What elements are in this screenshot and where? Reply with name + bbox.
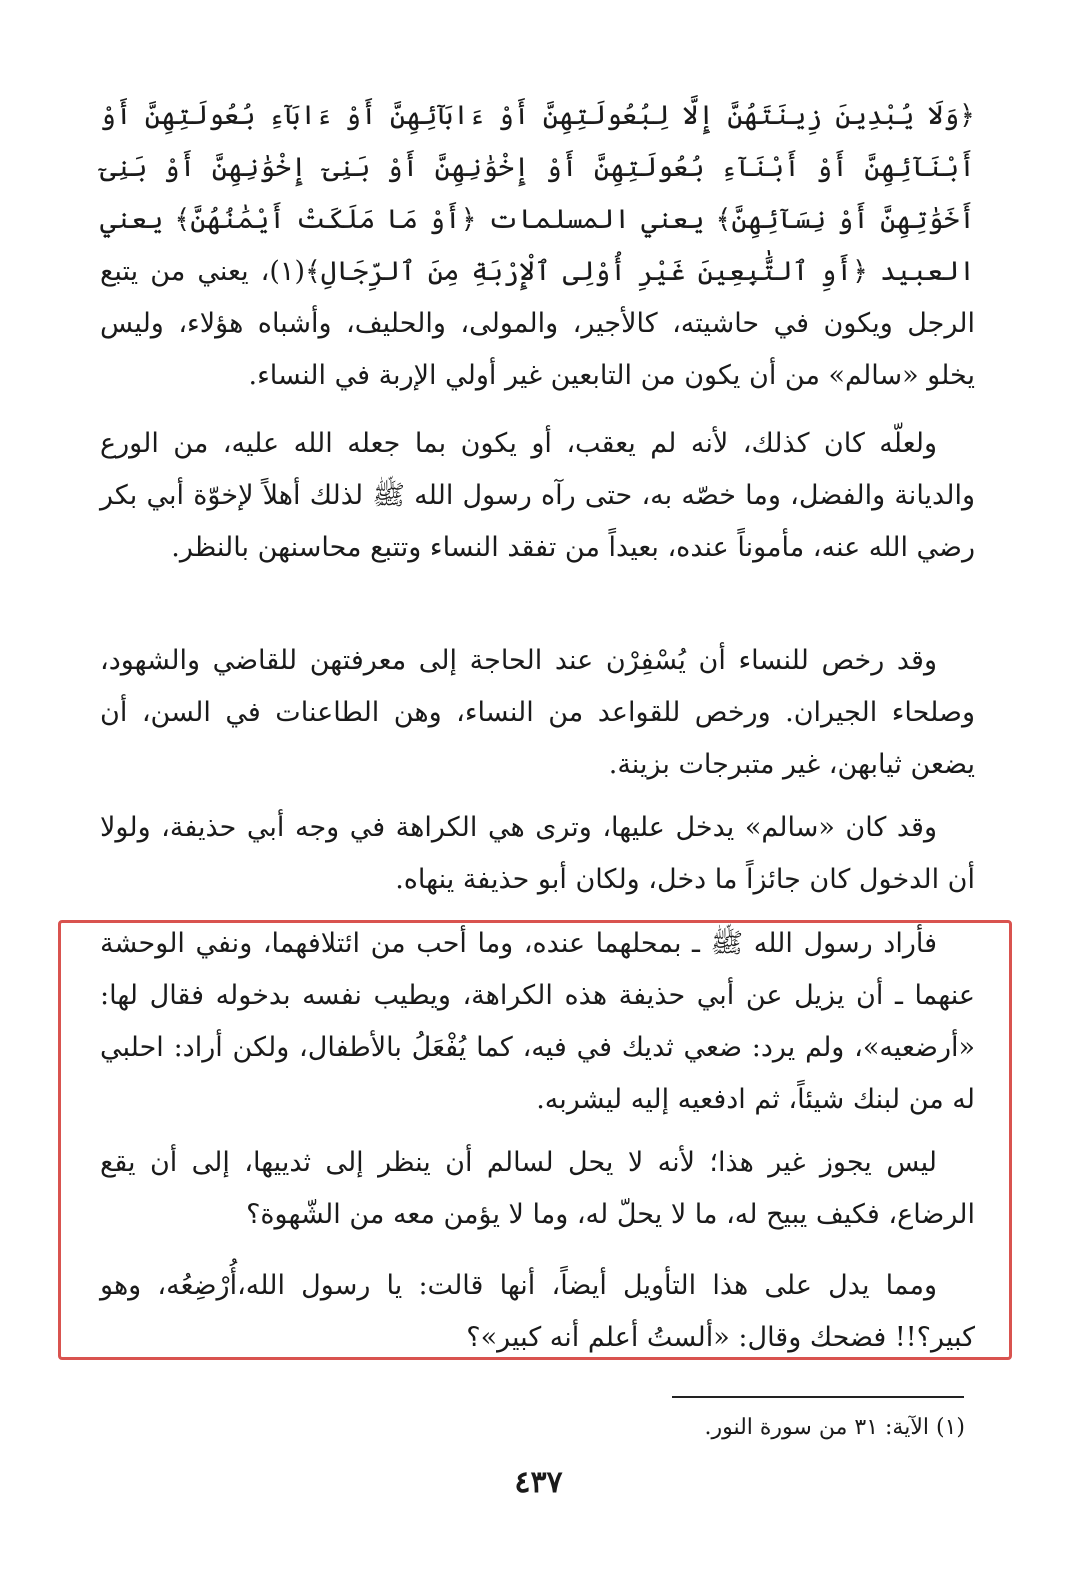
- paragraph-unveiling-permission: وقد رخص للنساء أن يُسْفِرْن عند الحاجة إلى معرفتهن للقاضي والشهود، وصلحاء الجيران. ورخص للقواعد من النساء، وهن الطاعنات في السن، أن يضعن ثيابهن، غير متبرجات بزينة.: [100, 645, 975, 780]
- paragraph-prophet-intent: فأراد رسول الله ﷺ ـ بمحلهما عنده، وما أحب من ائتلافهما، ونفي الوحشة عنهما ـ أن يزيل عن أبي حذيفة هذه الكراهة، ويطيب نفسه بدخوله فقال لها: «أرضعيه»، ولم يرد: ضعي ثديك في فيه، كما يُفْعَلُ بالأطفال، ولكن أراد: احلبي له من لبنك شيئاً، ثم ادفعيه إليه ليشربه.: [100, 928, 975, 1115]
- paragraph-salim-trait: ولعلّه كان كذلك، لأنه لم يعقب، أو يكون بما جعله الله عليه، من الورع والديانة والفضل، وما خصّه به، حتى رآه رسول الله ﷺ لذلك أهلاً لإخوّة أبي بكر رضي الله عنه، مأموناً عنده، بعيداً من تفقد النساء وتتبع محاسنهن بالنظر.: [100, 428, 975, 563]
- paragraph-not-permissible: ليس يجوز غير هذا؛ لأنه لا يحل لسالم أن ينظر إلى ثدييها، إلى أن يقع الرضاع، فكيف يبيح له، ما لا يحلّ له، وما لا يؤمن معه من الشّهوة؟: [100, 1147, 975, 1230]
- footnote: (١) الآية: ٣١ من سورة النور.: [704, 1415, 965, 1440]
- paragraph-interpretation-evidence: ومما يدل على هذا التأويل أيضاً، أنها قالت: يا رسول الله،أُرْضِعُه، وهو كبير؟!! فضحك وقال: «ألستُ أعلم أنه كبير»؟: [100, 1270, 975, 1353]
- paragraph-salim-entering: وقد كان «سالم» يدخل عليها، وترى هي الكراهة في وجه أبي حذيفة، ولولا أن الدخول كان جائزاً ما دخل، ولكان أبو حذيفة ينهاه.: [100, 812, 975, 895]
- page-number: ٤٣٧: [514, 1465, 563, 1500]
- footnote-divider: [672, 1396, 964, 1398]
- paragraph-quran-verse: ﴿وَلَا يُبْدِينَ زِينَتَهُنَّ إِلَّا لِبُعُولَتِهِنَّ أَوْ ءَابَآئِهِنَّ أَوْ ءَابَآءِ بُعُولَتِهِنَّ أَوْ أَبْنَآئِهِنَّ أَوْ أَبْنَآءِ بُعُولَتِهِنَّ أَوْ إِخْوَٰنِهِنَّ أَوْ بَنِىٓ إِخْوَٰنِهِنَّ أَوْ بَنِىٓ أَخَوَٰتِهِنَّ أَوْ نِسَآئِهِنَّ﴾ يعني المسلمات ﴿أَوْ مَا مَلَكَتْ أَيْمَٰنُهُنَّ﴾ يعني العبيد ﴿أَوِ ٱلتَّٰبِعِينَ غَيْرِ أُوْلِى ٱلْإِرْبَةِ مِنَ ٱلرِّجَالِ﴾(١)، يعني من يتبع الرجل ويكون في حاشيته، كالأجير، والمولى، والحليف، وأشباه هؤلاء، وليس يخلو «سالم» من أن يكون من التابعين غير أولي الإربة في النساء.: [100, 100, 975, 391]
